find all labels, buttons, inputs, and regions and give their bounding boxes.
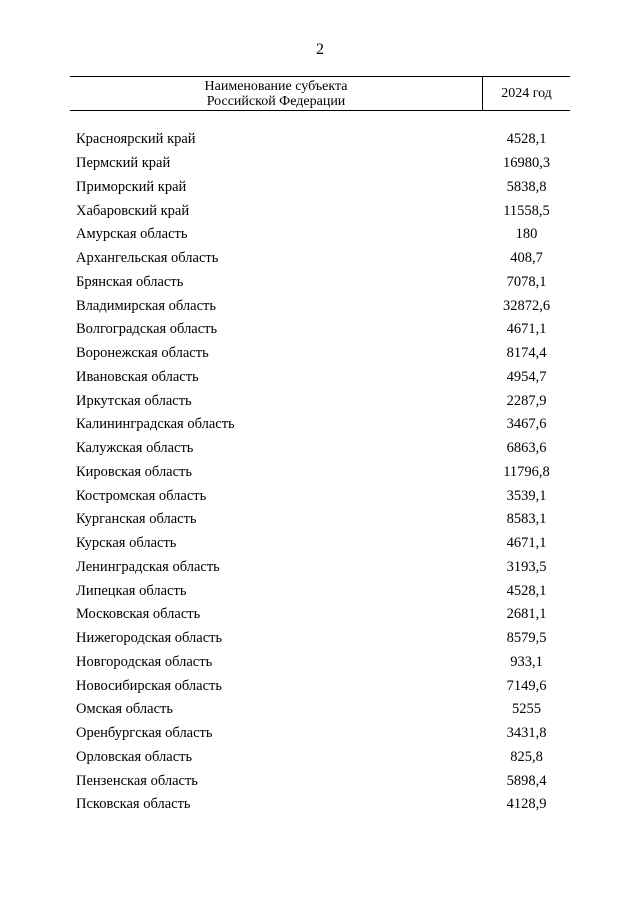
header-region-name-line2: Российской Федерации [206, 93, 346, 109]
table-row [76, 674, 570, 698]
region-name: Новгородская область [76, 653, 213, 670]
region-name: Владимирская область [76, 297, 216, 314]
region-name: Красноярский край [76, 131, 196, 148]
region-name: Архангельская область [76, 250, 219, 267]
table-row [76, 579, 570, 603]
region-value: 4954,7 [506, 368, 547, 385]
table-row [76, 176, 570, 200]
region-value: 408,7 [510, 250, 543, 267]
region-value: 5255 [512, 701, 541, 718]
region-value: 3431,8 [506, 725, 547, 742]
region-value: 5898,4 [506, 772, 547, 789]
region-value: 2681,1 [506, 606, 547, 623]
region-name: Брянская область [76, 273, 184, 290]
region-name: Ивановская область [76, 368, 199, 385]
region-name: Липецкая область [76, 582, 187, 599]
table-row [76, 413, 570, 437]
table-row [76, 342, 570, 366]
table-row [76, 318, 570, 342]
region-name: Оренбургская область [76, 725, 213, 742]
header-region-name-line1: Наименование субъекта [204, 78, 348, 94]
page-number: 2 [316, 41, 324, 58]
region-value: 16980,3 [502, 155, 551, 172]
region-value: 2287,9 [506, 392, 547, 409]
region-name: Хабаровский край [76, 202, 190, 219]
header-region-name [70, 77, 483, 110]
region-value: 6863,6 [506, 440, 547, 457]
region-value: 4671,1 [506, 321, 547, 338]
region-name: Воронежская область [76, 345, 209, 362]
region-value: 8579,5 [506, 630, 547, 647]
table-row [76, 247, 570, 271]
region-name: Московская область [76, 606, 201, 623]
table-row [76, 461, 570, 485]
region-value: 180 [515, 226, 538, 243]
region-name: Омская область [76, 701, 173, 718]
table-body [76, 128, 570, 817]
region-name: Кировская область [76, 463, 193, 480]
table-row [76, 769, 570, 793]
region-name: Псковская область [76, 796, 191, 813]
table-row [76, 223, 570, 247]
table-row [76, 627, 570, 651]
region-name: Приморский край [76, 178, 187, 195]
region-value: 5838,8 [506, 178, 547, 195]
region-value: 3539,1 [506, 487, 547, 504]
region-name: Пензенская область [76, 772, 198, 789]
region-value: 7078,1 [506, 273, 547, 290]
table-row [76, 508, 570, 532]
table-row [76, 389, 570, 413]
table-row [76, 271, 570, 295]
header-year: 2024 год [501, 85, 552, 101]
region-value: 4128,9 [506, 796, 547, 813]
region-value: 11796,8 [503, 463, 550, 480]
table-header [70, 76, 570, 111]
region-value: 4671,1 [506, 535, 547, 552]
table-row [76, 532, 570, 556]
region-value: 933,1 [510, 653, 543, 670]
region-name: Новосибирская область [76, 677, 222, 694]
table-row [76, 294, 570, 318]
table-row [76, 746, 570, 770]
region-value: 7149,6 [506, 677, 547, 694]
region-name: Орловская область [76, 748, 193, 765]
table-row [76, 793, 570, 817]
table-row [76, 651, 570, 675]
region-name: Курская область [76, 535, 177, 552]
region-value: 3467,6 [506, 416, 547, 433]
region-name: Ленинградская область [76, 558, 220, 575]
table-row [76, 152, 570, 176]
region-value: 3193,5 [506, 558, 547, 575]
region-value: 8583,1 [506, 511, 547, 528]
table-row [76, 722, 570, 746]
table-row [76, 556, 570, 580]
region-name: Костромская область [76, 487, 207, 504]
region-value: 8174,4 [506, 345, 547, 362]
region-name: Пермский край [76, 155, 171, 172]
table-row [76, 128, 570, 152]
region-name: Курганская область [76, 511, 197, 528]
region-value: 4528,1 [506, 582, 547, 599]
region-name: Нижегородская область [76, 630, 223, 647]
table-row [76, 603, 570, 627]
table-row [76, 437, 570, 461]
region-name: Иркутская область [76, 392, 192, 409]
table-row [76, 199, 570, 223]
region-name: Калининградская область [76, 416, 235, 433]
region-value: 11558,5 [503, 202, 550, 219]
region-name: Волгоградская область [76, 321, 218, 338]
table-row [76, 366, 570, 390]
region-value: 825,8 [510, 748, 543, 765]
region-name: Калужская область [76, 440, 194, 457]
table-row [76, 698, 570, 722]
region-value: 4528,1 [506, 131, 547, 148]
table-row [76, 484, 570, 508]
region-value: 32872,6 [502, 297, 551, 314]
region-name: Амурская область [76, 226, 188, 243]
